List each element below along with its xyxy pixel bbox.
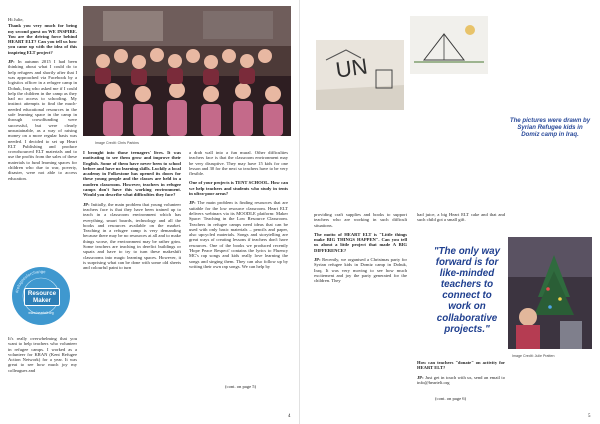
rcol1-question: The motto of HEART ELT is "Little things make BIG THINGS HAPPEN". Can you tell us about a little project that made A BIG DIFFERENCE? (314, 231, 407, 253)
logo-title: Resource Maker (24, 288, 60, 306)
answer-label: JP: (314, 257, 321, 263)
col2-answer-text: Initially, the main problem that young volunteer teachers face is that they have been trained up to teach in a classroom environment which has everything, smart boards, technology and all the books and resources available on the market. Teaching in a refugee camp is very demanding because there may be no resources at all and to make things worse, the environment may be rather grim. Some teachers are teaching in derelict buildings or squats and have to try to turn these makeshift classrooms into magic learning spaces. However, it is surprising what can be done with some old sheets and colourful paint to turn (83, 201, 181, 271)
rcol2-answer (417, 375, 505, 386)
pull-quote: "The only way forward is for like-minded teachers to connect to work on collaborative projects." (433, 246, 501, 335)
answer-1 (8, 59, 77, 181)
right-page (300, 0, 600, 424)
logo-ring-text: #refugeesforchange (14, 268, 46, 294)
drawing-tent-graphic (410, 16, 488, 74)
group-photo (83, 6, 291, 136)
col3-question: One of your projects is TENT SCHOOL. How can we help teachers and students who study in tents in ultra-poor areas? (189, 180, 288, 197)
drawing-un (316, 40, 404, 110)
rcol1-answer-text: Recently, we organised a Christmas party for Syrian refugee kids in Domiz camp in Dohuk, Iraq. It was very moving to see how much excitement and joy the party generated for the children. They (314, 257, 407, 284)
christmas-photo (508, 237, 592, 349)
col2-answer (83, 202, 181, 271)
greeting: Hi Julie, (8, 17, 24, 22)
christmas-photo-caption: Image Credit: Julie Pratten (512, 354, 555, 358)
continued-note: (cont. on page 6) (435, 396, 467, 401)
answer-label: JP: (189, 200, 196, 206)
page-number: 5 (588, 414, 591, 419)
page-number: 4 (288, 414, 291, 419)
continued-note: (cont. on page 5) (225, 384, 257, 389)
drawings-caption: The pictures were drawn by Syrian Refugee kids in Domiz camp in Iraq. (509, 117, 591, 139)
right-column-1 (314, 212, 407, 288)
christmas-photo-graphic (508, 237, 592, 349)
rcol1-answer (314, 257, 407, 283)
drawing-tent (410, 16, 488, 74)
left-column-3 (189, 150, 288, 273)
right-column-2 (417, 212, 505, 227)
answer-label: JP: (417, 374, 424, 380)
answer-label: JP: (8, 59, 15, 65)
rcol2-text: had juice, a big Heart ELT cake and that and such child got a small gift. (417, 212, 505, 223)
right-column-2-lower (417, 360, 505, 389)
rcol2-answer-text: Just get in touch with us, send an email to info@heartelt.org (417, 374, 506, 385)
col2-text: I brought into those teenagers' lives. It was motivating to see them grow and improve their English. Some of them have never been to school before and have no learning skills. Luckily a local academy in Folkestone has opened its doors for these young people and the classes are held in a modern classroom. However, teachers in refugee camps don't have this working environment. Would you describe what difficulties they face? (83, 150, 181, 198)
left-column-1 (8, 17, 77, 185)
col3-answer-text: The main problem is finding resources that are suitable for the low resource classroom. Heart ELT delivers webinars via its MOODLE platform: Maker Space: Teaching in the Low Resource Classroom. Teachers in refugee camps need ideas that can be used with only basic materials – pencils and paper, also upcycled materials. Songs and storytelling are great ways of creating lessons if teachers don't have resources. One of the books we produced recently 'Hope Peace Respect' contains the lyrics to Fluency MC's rap songs and kids really love learning the songs and singing them. They can also follow up by writing their own rap songs. We can help by (189, 200, 288, 269)
rcol2-question: How can teachers "donate" on activity for HEART ELT? (417, 360, 505, 371)
group-photo-graphic (83, 6, 291, 136)
group-photo-caption: Image Credit: Chris Parkins (95, 141, 139, 145)
drawing-un-graphic (316, 40, 404, 110)
logo-url: www.heartelt.org (28, 311, 54, 315)
svg-text:UN: UN (334, 53, 370, 83)
answer-1-text: In autumn 2015 I had been thinking about what I could do to help refugees and shortly after that I was approached via Facebook by a logistics officer in a refugee camp in Dohuk, Iraq who asked me if I could help the children in the camp as they had no access to schooling. My instinct attempts to find the much-needed educational resources in the safe learning space in the camp in through crowdfunding were successful, but were clearly unsustainable, as a way of raising money on a more regular basis was needed. I decided to set up Heart ELT Publishing and produce crowdsourced ELT materials and to use the profits from the sales of these materials to fund learning spaces for children who due to war, poverty, disaster, were not able to access education. (8, 59, 77, 181)
intro-question-text: Thank you very much for being my second guest on WE INSPIRE. You are the driving force behind HEART ELT? Can you tell us how you came up with the idea of this inspiring ELT project? (8, 23, 77, 55)
rcol1-text: providing craft supplies and books to support teachers who are working in such difficult situations. (314, 212, 407, 228)
answer-label: JP: (83, 201, 90, 207)
resource-maker-logo (12, 267, 70, 325)
col3-answer (189, 200, 288, 269)
col3-text: a drab wall into a fun mural. Other difficulties teachers face is that the classroom environment may be very disruptive. They may have 15 kids for one lesson and 30 for the next so teachers have to be very flexible. (189, 150, 288, 177)
left-column-2 (83, 150, 181, 275)
intro-question (8, 23, 77, 55)
col1-tail-text: It's really overwhelming that you want to help teachers who volunteer in refugee camps. I worked as a volunteer for KRAN (Kent Refugee Action Network) for a year. It was great to see how much joy my colleagues and (8, 336, 77, 373)
left-column-1-tail (8, 336, 77, 377)
